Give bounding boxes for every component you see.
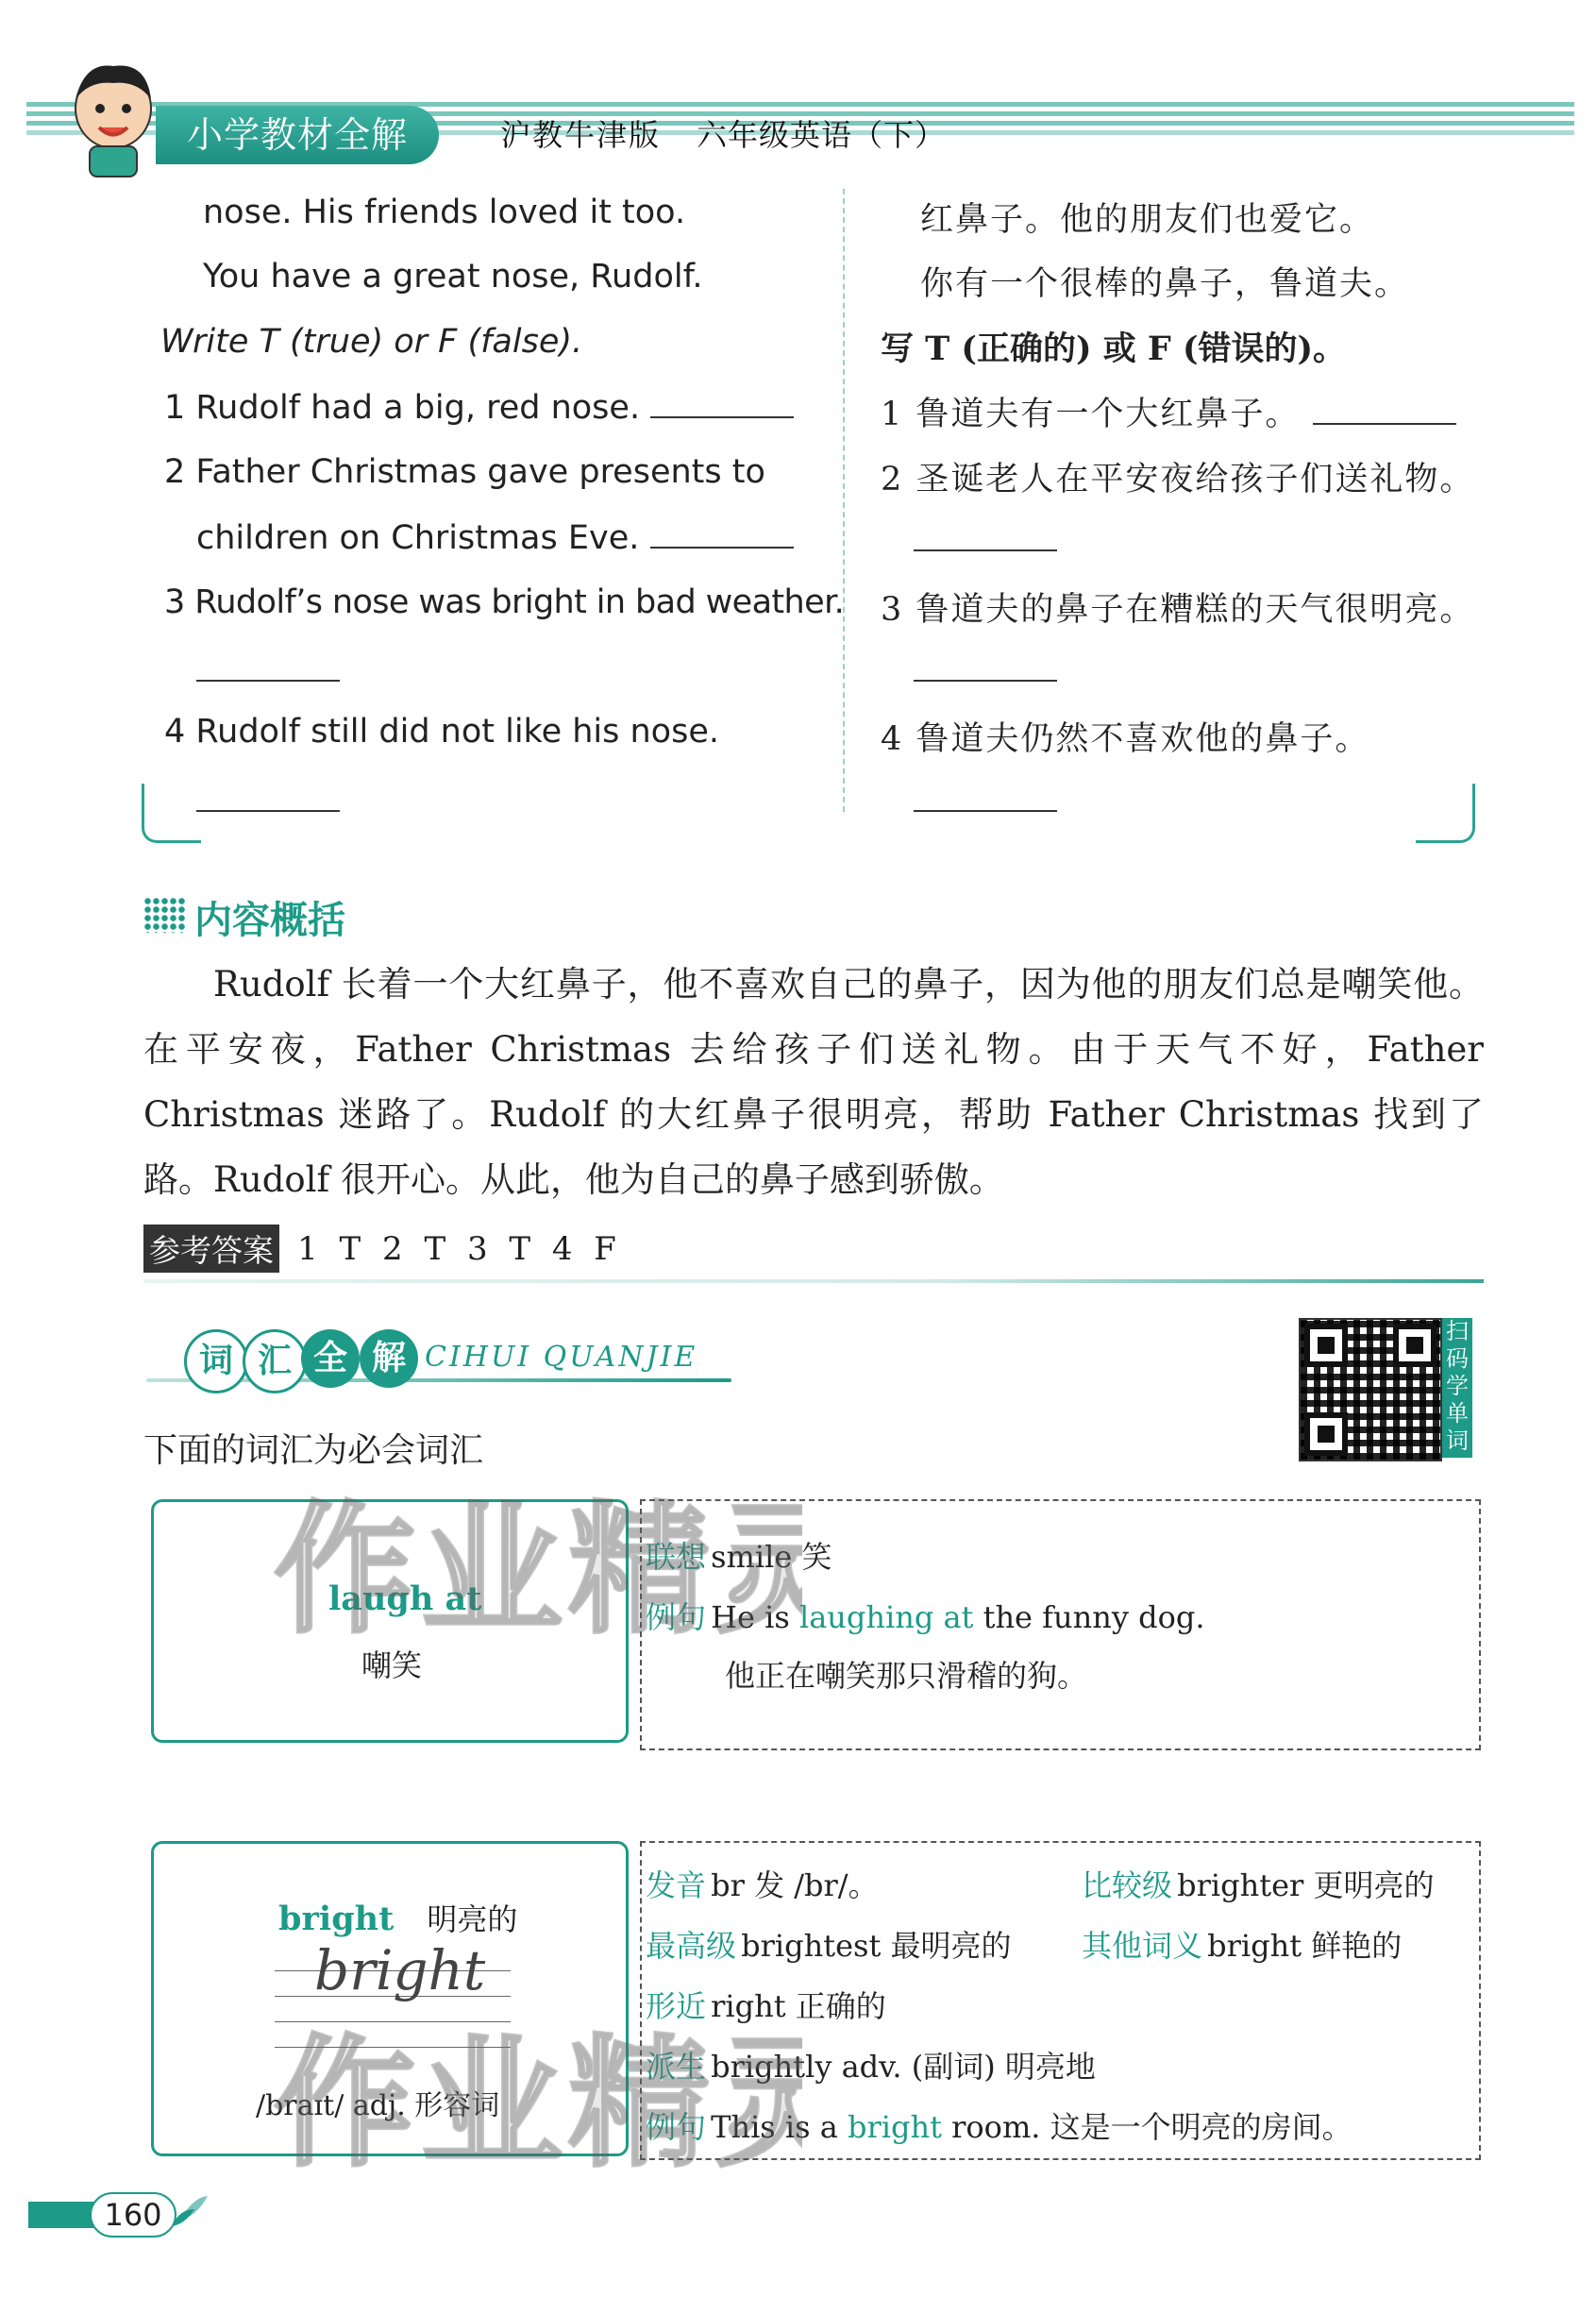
similar-text: right 正确的 bbox=[711, 1988, 886, 2024]
pron-tag: 发音 bbox=[646, 1867, 707, 1903]
answer-blank[interactable] bbox=[196, 810, 340, 812]
qr-label: 扫码学单词 bbox=[1442, 1318, 1472, 1458]
other-tag: 其他词义 bbox=[1082, 1928, 1203, 1964]
bracket-decoration bbox=[142, 784, 201, 843]
page-number: 160 bbox=[90, 2192, 176, 2238]
phonetic: /braɪt/ adj. 形容词 bbox=[256, 2089, 500, 2122]
watermark bbox=[274, 2020, 802, 2215]
headword: laugh at bbox=[328, 1579, 482, 1618]
pronunciation-row bbox=[646, 1862, 879, 1905]
example-pre: This is a bbox=[711, 2109, 848, 2145]
super-text: brightest 最明亮的 bbox=[741, 1928, 1012, 1964]
headword-row bbox=[278, 1896, 517, 1939]
story-line-en: nose. His friends loved it too. bbox=[203, 194, 686, 231]
vocab-badge: 词 bbox=[184, 1329, 248, 1393]
example-post: room. 这是一个明亮的房间。 bbox=[941, 2109, 1352, 2145]
column-divider bbox=[843, 189, 845, 812]
answer-key-text: 1 T 2 T 3 T 4 F bbox=[297, 1229, 622, 1268]
exercise-item-en: 3 Rudolf’s nose was bright in bad weather. bbox=[164, 583, 845, 621]
exercise-item-text: children on Christmas Eve. bbox=[196, 519, 640, 557]
bracket-decoration bbox=[1416, 784, 1475, 843]
svg-text:作业精灵: 作业精灵 bbox=[274, 1489, 802, 1647]
vocab-note: 下面的词汇为必会词汇 bbox=[143, 1431, 484, 1470]
dots-icon bbox=[143, 897, 187, 933]
series-title: 小学教材全解 bbox=[156, 106, 439, 164]
story-line-zh: 红鼻子。他的朋友们也爱它。 bbox=[920, 201, 1375, 239]
exercise-instruction-en: Write T (true) or F (false). bbox=[160, 323, 583, 361]
comp-tag: 比较级 bbox=[1082, 1867, 1173, 1903]
vocab-badge: 解 bbox=[360, 1329, 418, 1388]
super-tag: 最高级 bbox=[646, 1928, 737, 1964]
vocab-badge: 全 bbox=[301, 1329, 360, 1388]
section-rule bbox=[143, 1279, 1484, 1283]
exercise-item-text: 1 鲁道夫有一个大红鼻子。 bbox=[881, 396, 1301, 433]
exercise-item-en bbox=[196, 518, 794, 557]
vocab-badge: 汇 bbox=[243, 1329, 307, 1393]
summary-heading: 内容概括 bbox=[194, 899, 345, 942]
derive-tag: 派生 bbox=[646, 2049, 707, 2085]
answer-blank[interactable] bbox=[196, 680, 340, 682]
exercise-item-zh bbox=[881, 388, 1456, 435]
exercise-item-en: 4 Rudolf still did not like his nose. bbox=[164, 713, 719, 751]
assoc-text: smile 笑 bbox=[711, 1539, 832, 1575]
comparative-row bbox=[1082, 1862, 1435, 1905]
story-line-zh: 你有一个很棒的鼻子，鲁道夫。 bbox=[920, 265, 1410, 303]
assoc-tag: 联想 bbox=[646, 1539, 707, 1575]
answer-blank[interactable] bbox=[914, 810, 1057, 812]
exercise-item-zh: 3 鲁道夫的鼻子在糟糕的天气很明亮。 bbox=[881, 591, 1475, 629]
other-text: bright 鲜艳的 bbox=[1207, 1928, 1403, 1964]
example-post: the funny dog. bbox=[973, 1599, 1205, 1635]
handwriting-sample: bright bbox=[314, 1938, 486, 2002]
watermark bbox=[274, 1487, 802, 1681]
edition-label: 沪教牛津版 bbox=[500, 117, 662, 153]
pron-text: br 发 /br/。 bbox=[711, 1867, 879, 1903]
example-highlight: laughing at bbox=[798, 1599, 974, 1635]
headword-meaning: 明亮的 bbox=[427, 1901, 518, 1937]
vocab-pinyin: CIHUI QUANJIE bbox=[425, 1341, 698, 1374]
answer-key bbox=[143, 1225, 622, 1272]
answer-key-label: 参考答案 bbox=[143, 1225, 279, 1273]
answer-blank[interactable] bbox=[650, 388, 794, 418]
example-tag: 例句 bbox=[646, 1599, 707, 1635]
svg-text:作业精灵: 作业精灵 bbox=[274, 2022, 802, 2181]
exercise-item-zh: 2 圣诞老人在平安夜给孩子们送礼物。 bbox=[881, 461, 1475, 498]
exercise-item-en bbox=[164, 388, 794, 427]
mascot-illustration bbox=[57, 57, 170, 179]
grade-label: 六年级英语（下） bbox=[697, 117, 947, 153]
answer-blank[interactable] bbox=[914, 680, 1057, 682]
exercise-item-zh: 4 鲁道夫仍然不喜欢他的鼻子。 bbox=[881, 720, 1370, 758]
summary-paragraph bbox=[143, 952, 1484, 1212]
example-tag: 例句 bbox=[646, 2109, 707, 2145]
qr-code-icon[interactable] bbox=[1299, 1318, 1442, 1461]
story-line-en: You have a great nose, Rudolf. bbox=[203, 258, 703, 296]
exercise-item-en: 2 Father Christmas gave presents to bbox=[164, 453, 765, 491]
answer-blank[interactable] bbox=[1313, 395, 1456, 425]
summary-text: Rudolf 长着一个大红鼻子，他不喜欢自己的鼻子，因为他的朋友们总是嘲笑他。在平安夜，Father Christmas 去给孩子们送礼物。由于天气不好，Father Christmas 迷路了。Rudolf 的大红鼻子很明亮，帮助 Father Christmas 找到了路。Rudolf 很开心。从此，他为自己的鼻子感到骄傲。 bbox=[143, 964, 1484, 1200]
superlative-row bbox=[646, 1922, 1011, 1966]
headword-meaning: 嘲笑 bbox=[361, 1647, 423, 1683]
answer-blank[interactable] bbox=[650, 518, 794, 549]
exercise-instruction-zh: 写 T (正确的) 或 F (错误的)。 bbox=[881, 329, 1347, 368]
answer-blank[interactable] bbox=[914, 549, 1057, 551]
example-highlight: bright bbox=[847, 2109, 942, 2145]
exercise-item-text: 1 Rudolf had a big, red nose. bbox=[164, 389, 641, 427]
example-translation: 他正在嘲笑那只滑稽的狗。 bbox=[725, 1658, 1088, 1694]
other-meaning-row bbox=[1082, 1922, 1402, 1966]
derive-text: brightly adv. (副词) 明亮地 bbox=[711, 2049, 1096, 2085]
similar-tag: 形近 bbox=[646, 1988, 707, 2024]
example-pre: He is bbox=[711, 1599, 799, 1635]
headword: bright bbox=[278, 1900, 395, 1938]
comp-text: brighter 更明亮的 bbox=[1177, 1867, 1435, 1903]
